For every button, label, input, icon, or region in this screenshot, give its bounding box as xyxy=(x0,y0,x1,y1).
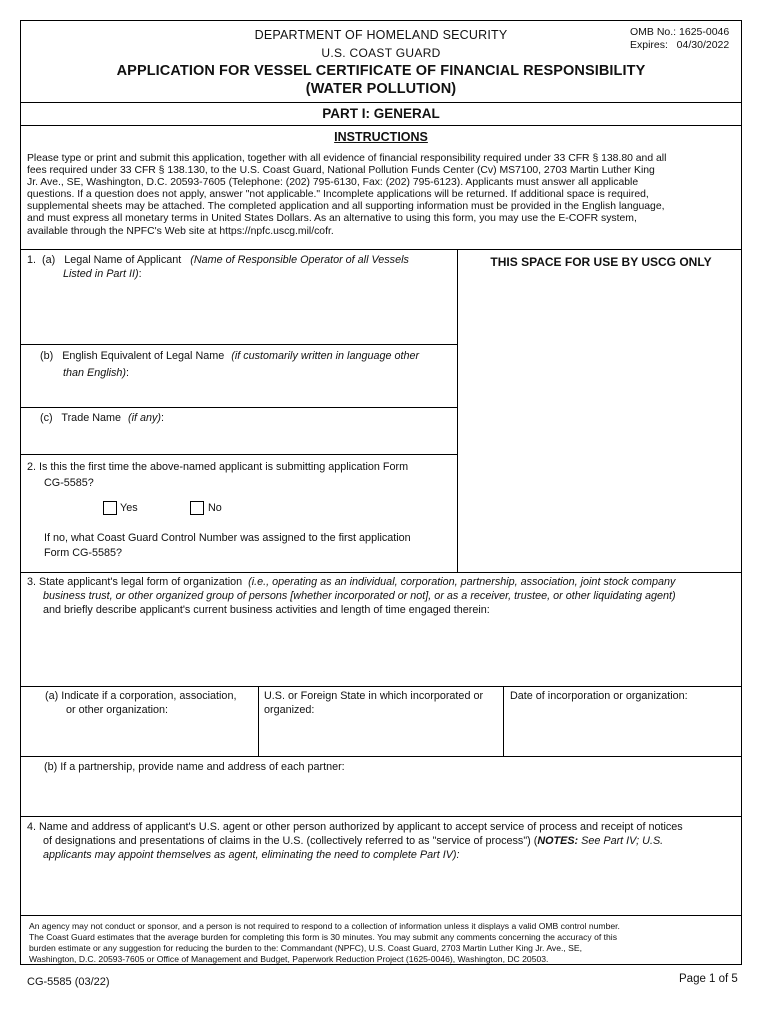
trade-name-input[interactable] xyxy=(27,428,452,453)
instructions-line: supplemental sheets may be attached. The completed application and all supporting information must be provided in the English language, xyxy=(27,201,665,213)
column-divider xyxy=(503,686,504,756)
page-number: Page 1 of 5 xyxy=(679,973,738,985)
q1a-label: 1. (a) Legal Name of Applicant (Name of Responsible Operator of all Vessels Listed in Part II): xyxy=(27,254,409,280)
q1b-label: (b) English Equivalent of Legal Name (if customarily written in language other than English): xyxy=(40,350,420,379)
instructions-line: Jr. Ave., SE, Washington, D.C. 20593-7605 (Telephone: (202) 795-6130, Fax: (202) 795-6123). Applicants must answer all applicable xyxy=(27,177,639,189)
english-name-input[interactable] xyxy=(27,384,452,406)
organization-description-input[interactable] xyxy=(27,620,737,684)
divider xyxy=(20,756,742,757)
divider xyxy=(20,572,742,573)
instructions-line: and must express all monetary terms in United States Dollars. As an alternative to using this form, you may use the E-COFR system, xyxy=(27,213,637,225)
agency-name: U.S. COAST GUARD xyxy=(321,46,441,60)
legal-name-input[interactable] xyxy=(27,284,452,342)
divider xyxy=(20,125,742,126)
instructions-line: questions. If a question does not apply, answer "not applicable." Incomplete applications will be returned. If additional space is required, xyxy=(27,189,649,201)
divider xyxy=(20,454,457,455)
omb-info xyxy=(630,26,729,52)
q3a-label: (a) Indicate if a corporation, association, or other organization: xyxy=(45,690,237,716)
incorporation-state-label: U.S. or Foreign State in which incorporated or organized: xyxy=(264,690,484,716)
form-title-line1: APPLICATION FOR VESSEL CERTIFICATE OF FINANCIAL RESPONSIBILITY xyxy=(116,63,646,79)
omb-expires: Expires: 04/30/2022 xyxy=(630,39,730,51)
no-label: No xyxy=(208,502,222,514)
uscg-only-label: THIS SPACE FOR USE BY USCG ONLY xyxy=(490,255,712,269)
divider xyxy=(20,816,742,817)
partners-input[interactable] xyxy=(27,776,737,814)
notice-line: Washington, D.C. 20593-7605 or Office of Management and Budget, Paperwork Reduction Project (1625-0046), Washington, DC 20503. xyxy=(29,954,549,964)
incorporation-state-input[interactable] xyxy=(262,720,500,754)
instructions-line: Please type or print and submit this application, together with all evidence of financial responsibility required under 33 CFR § 138.80 and all xyxy=(27,153,667,164)
q1c-label: (c) Trade Name (if any): xyxy=(40,412,164,424)
column-divider xyxy=(258,686,259,756)
notice-line: An agency may not conduct or sponsor, and a person is not required to respond to a collection of information unless it displays a valid OMB control number. xyxy=(29,921,620,931)
instructions-line: fees required under 33 CFR § 138.130, to the U.S. Coast Guard, National Pollution Funds Center (Cv) MS7100, 2703 Martin Luther King xyxy=(27,165,655,177)
divider xyxy=(20,915,742,916)
q2-question: 2. Is this the first time the above-named applicant is submitting application Form CG-5585? xyxy=(27,461,409,489)
incorporation-date-input[interactable] xyxy=(507,706,739,754)
notice-line: burden estimate or any suggestion for reducing the burden to the: Commandant (NPFC), U.S. Coast Guard, 2703 Martin Luther King Jr. Ave., SE, xyxy=(29,943,582,953)
no-checkbox[interactable] xyxy=(190,501,204,515)
instructions-line: available through the NPFC's Web site at https://npfc.uscg.mil/cofr. xyxy=(27,225,334,237)
control-number-input[interactable] xyxy=(245,548,452,568)
divider xyxy=(20,249,742,250)
department-name: DEPARTMENT OF HOMELAND SECURITY xyxy=(254,28,508,42)
divider xyxy=(20,407,457,408)
agent-input[interactable] xyxy=(27,864,737,912)
part-heading: PART I: GENERAL xyxy=(322,106,440,121)
divider xyxy=(20,344,457,345)
q4-question: 4. Name and address of applicant's U.S. agent or other person authorized by applicant to accept service of process and receipt of notices of designations and presentations of claims in the U.S. (collectively referred to as "service of process") (NOTES: See Part IV; U.S. applicants may appoint themselves as agent, eliminating the need to complete Part IV): xyxy=(27,821,683,861)
divider xyxy=(20,686,742,687)
uscg-only-area xyxy=(458,272,741,571)
q3-question: 3. State applicant's legal form of organization (i.e., operating as an individual, corporation, partnership, association, joint stock company business trust, or other organized group of persons [whether incorporated or not], or as a receiver, trustee, or other liquidating agent) and briefly describe applicant's current business activities and length of time engaged therein: xyxy=(27,576,676,616)
form-number: CG-5585 (03/22) xyxy=(27,976,110,988)
omb-number: OMB No.: 1625-0046 xyxy=(630,26,730,38)
form-title-line2: (WATER POLLUTION) xyxy=(305,81,457,97)
yes-label: Yes xyxy=(120,502,138,514)
divider xyxy=(20,102,742,103)
organization-type-input[interactable] xyxy=(24,720,254,754)
q2-followup: If no, what Coast Guard Control Number was assigned to the first application Form CG-5585? xyxy=(44,532,411,559)
instructions-text xyxy=(27,153,732,238)
yes-checkbox[interactable] xyxy=(103,501,117,515)
notice-line: The Coast Guard estimates that the average burden for completing this form is 30 minutes. You may submit any comments concerning the accuracy of this xyxy=(29,932,618,942)
instructions-heading: INSTRUCTIONS xyxy=(334,130,428,144)
q3b-label: (b) If a partnership, provide name and address of each partner: xyxy=(44,761,345,773)
incorporation-date-label: Date of incorporation or organization: xyxy=(510,690,688,702)
burden-notice xyxy=(29,921,737,965)
